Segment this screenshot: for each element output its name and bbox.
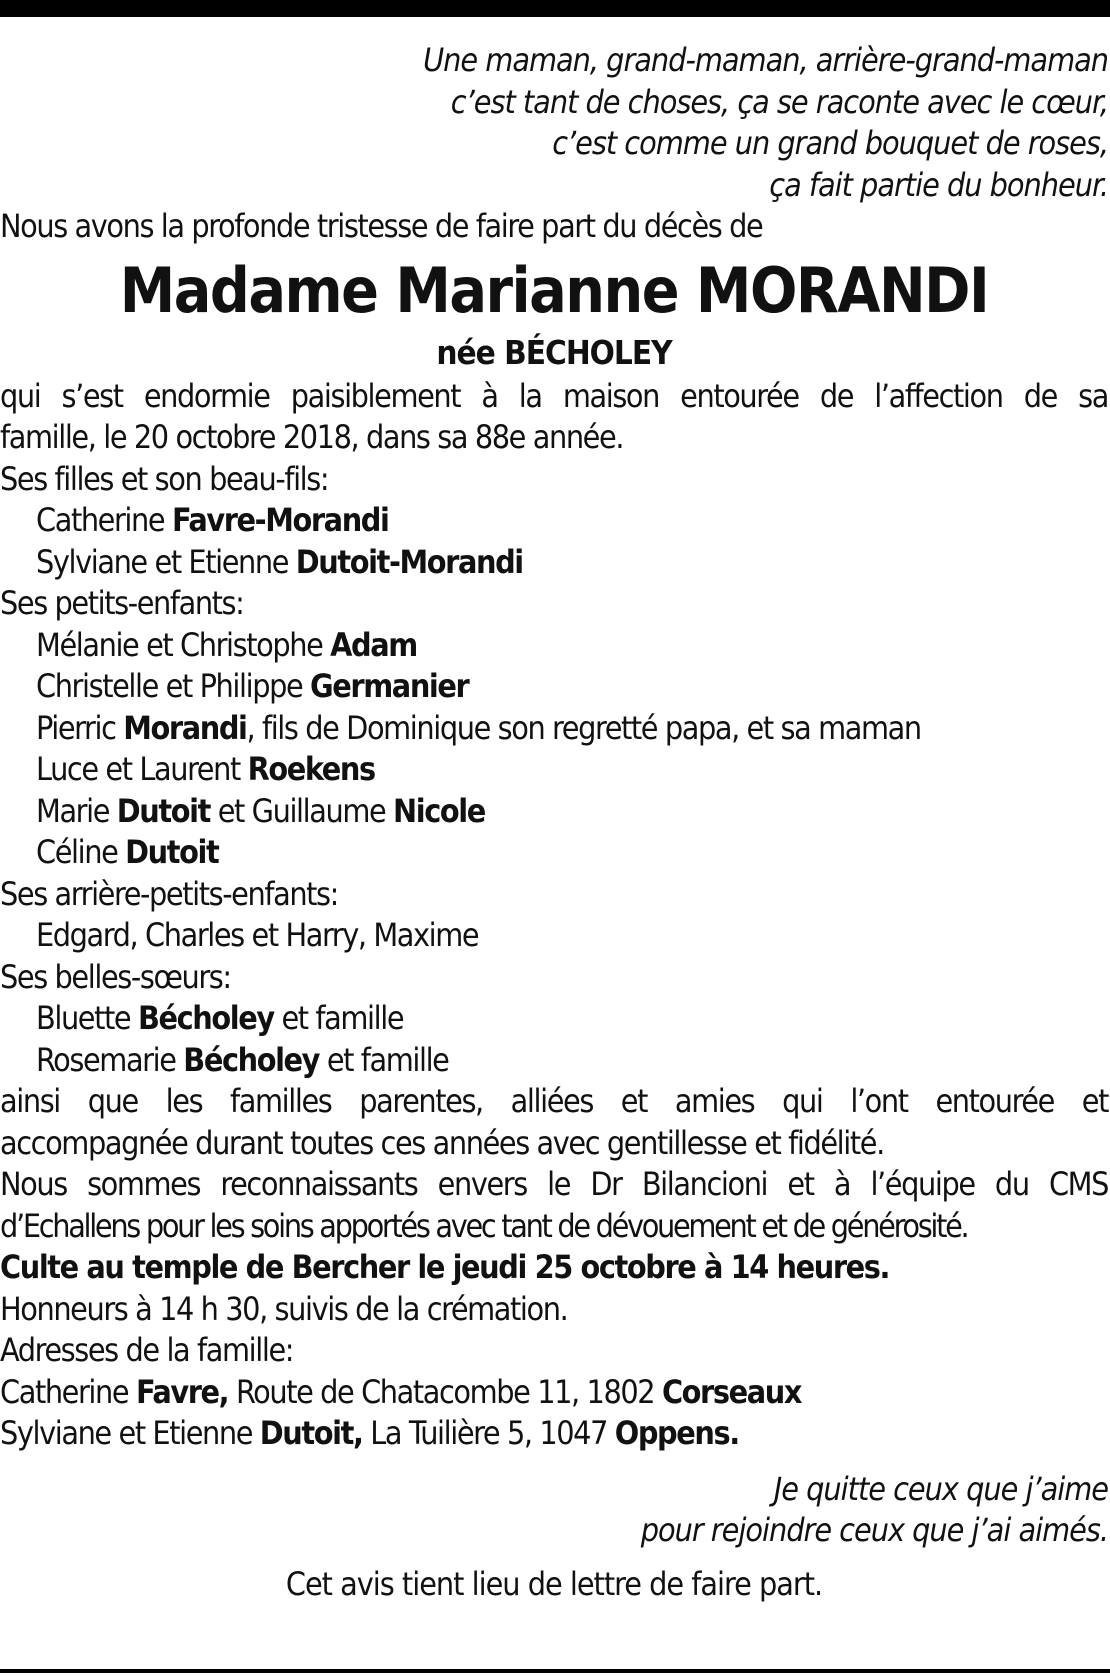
passing-line-2: famille, le 20 octobre 2018, dans sa 88e année. — [0, 418, 624, 456]
great-grandchildren-heading: Ses arrière-petits-enfants: — [0, 874, 338, 913]
opening-poem — [0, 40, 1108, 206]
family-member: Sylviane et Etienne Dutoit-Morandi — [36, 542, 523, 581]
footer-note: Cet avis tient lieu de lettre de faire part. — [285, 1564, 823, 1603]
deceased-name: Madame Marianne MORANDI — [119, 253, 989, 327]
addresses-heading: Adresses de la famille: — [0, 1331, 294, 1369]
family-member: Christelle et Philippe Germanier — [36, 667, 469, 705]
family-member: Edgard, Charles et Harry, Maxime — [36, 916, 479, 954]
top-rule — [0, 0, 1110, 17]
sisters-in-law-heading: Ses belles-sœurs: — [0, 957, 231, 996]
family-member: Mélanie et Christophe Adam — [36, 625, 417, 664]
bottom-rule — [0, 1669, 1110, 1673]
family-address: Sylviane et Etienne Dutoit, La Tuilière 5, 1047 Oppens. — [0, 1414, 739, 1452]
family-member: Rosemarie Bécholey et famille — [36, 1040, 449, 1079]
family-member: Pierric Morandi, fils de Dominique son regretté papa, et sa maman — [36, 708, 921, 747]
family-member: Luce et Laurent Roekens — [36, 750, 375, 788]
family-member: Céline Dutoit — [36, 833, 219, 871]
family-member: Marie Dutoit et Guillaume Nicole — [36, 791, 485, 830]
ceremony-info: Culte au temple de Bercher le jeudi 25 octobre à 14 heures. — [0, 1248, 890, 1286]
poem-line: c’est comme un grand bouquet de roses, — [552, 124, 1108, 162]
family-member: Bluette Bécholey et famille — [36, 999, 404, 1037]
daughters-heading: Ses filles et son beau-fils: — [0, 459, 329, 498]
death-notice — [0, 40, 1108, 1605]
thanks-line-1: Nous sommes reconnaissants envers le Dr Bilancioni et à l’équipe du CMS — [0, 1165, 1108, 1203]
relatives-line-2: accompagnée durant toutes ces années avec gentillesse et fidélité. — [0, 1123, 884, 1162]
honours-info: Honneurs à 14 h 30, suivis de la crémation. — [0, 1289, 568, 1328]
thanks-line-2: d’Echallens pour les soins apportés avec tant de dévouement et de générosité. — [0, 1206, 968, 1245]
closing-quote-line: Je quitte ceux que j’aime — [773, 1469, 1108, 1508]
passing-line-1: qui s’est endormie paisiblement à la maison entourée de l’affection de sa — [0, 376, 1108, 415]
grandchildren-heading: Ses petits-enfants: — [0, 584, 244, 622]
family-member: Catherine Favre-Morandi — [36, 501, 389, 539]
family-address: Catherine Favre, Route de Chatacombe 11, 1802 Corseaux — [0, 1372, 802, 1411]
poem-line: Une maman, grand-maman, arrière-grand-maman — [423, 41, 1108, 79]
closing-quote — [0, 1469, 1108, 1552]
maiden-name: née BÉCHOLEY — [436, 332, 672, 372]
relatives-line-1: ainsi que les familles parentes, alliées et amies qui l’ont entourée et — [0, 1082, 1108, 1120]
closing-quote-line: pour rejoindre ceux que j’ai aimés. — [640, 1511, 1108, 1549]
intro-text: Nous avons la profonde tristesse de faire part du décès de — [0, 207, 763, 245]
poem-line: c’est tant de choses, ça se raconte avec le cœur, — [450, 82, 1108, 121]
poem-line: ça fait partie du bonheur. — [769, 165, 1108, 204]
